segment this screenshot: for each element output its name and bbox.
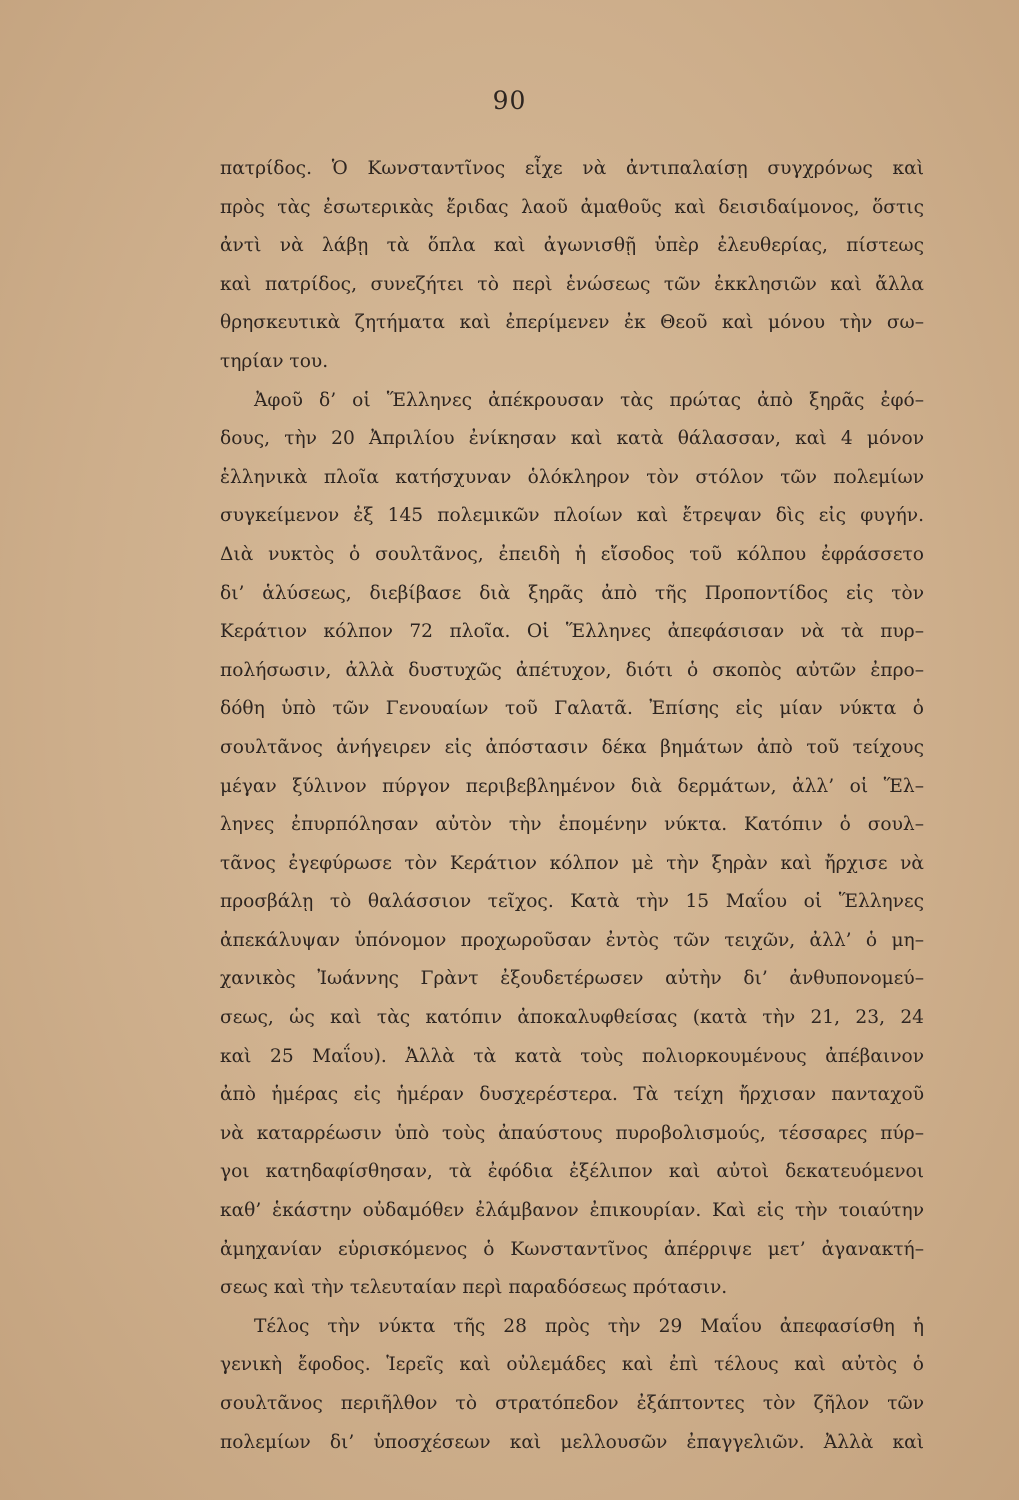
text-line: γοι κατηδαφίσθησαν, τὰ ἐφόδια ἐξέλιπον καὶ αὐτοὶ δεκατευόμενοι [220, 1161, 924, 1183]
text-line: ἑλληνικὰ πλοῖα κατήσχυναν ὁλόκληρον τὸν στόλον τῶν πολεμίων [220, 466, 924, 488]
text-line: δι’ ἁλύσεως, διεβίβασε διὰ ξηρᾶς ἀπὸ τῆς Προποντίδος εἰς τὸν [220, 582, 924, 604]
text-line: ἀμηχανίαν εὑρισκόμενος ὁ Κωνσταντῖνος ἀπέρριψε μετ’ ἀγανακτή– [220, 1238, 924, 1260]
text-line: θρησκευτικὰ ζητήματα καὶ ἐπερίμενεν ἐκ Θεοῦ καὶ μόνου τὴν σω– [220, 312, 924, 334]
text-line: ληνες ἐπυρπόλησαν αὐτὸν τὴν ἑπομένην νύκτα. Κατόπιν ὁ σουλ– [220, 814, 924, 836]
text-line: πολεμίων δι’ ὑποσχέσεων καὶ μελλουσῶν ἐπαγγελιῶν. Ἀλλὰ καὶ [220, 1431, 924, 1453]
text-line: Τέλος τὴν νύκτα τῆς 28 πρὸς τὴν 29 Μαΐου ἀπεφασίσθη ἡ [254, 1315, 924, 1337]
text-line: συγκείμενον ἐξ 145 πολεμικῶν πλοίων καὶ ἔτρεψαν δὶς εἰς φυγήν. [220, 505, 924, 527]
text-line: προσβάλῃ τὸ θαλάσσιον τεῖχος. Κατὰ τὴν 15 Μαΐου οἱ Ἕλληνες [220, 891, 924, 913]
text-line: ἀπεκάλυψαν ὑπόνομον προχωροῦσαν ἐντὸς τῶν τειχῶν, ἀλλ’ ὁ μη– [220, 929, 924, 951]
text-line: ἀντὶ νὰ λάβῃ τὰ ὅπλα καὶ ἀγωνισθῇ ὑπὲρ ἐλευθερίας, πίστεως [220, 235, 924, 257]
text-line: σεως καὶ τὴν τελευταίαν περὶ παραδόσεως πρότασιν. [220, 1277, 728, 1299]
text-line: τᾶνος ἐγεφύρωσε τὸν Κεράτιον κόλπον μὲ τὴν ξηρὰν καὶ ἤρχισε νὰ [220, 852, 924, 874]
text-line: γενικὴ ἔφοδος. Ἱερεῖς καὶ οὐλεμάδες καὶ ἐπὶ τέλους καὶ αὐτὸς ὁ [220, 1354, 924, 1376]
text-line: Ἀφοῦ δ’ οἱ Ἕλληνες ἀπέκρουσαν τὰς πρώτας ἀπὸ ξηρᾶς ἐφό– [254, 389, 924, 411]
text-line: καθ’ ἑκάστην οὐδαμόθεν ἐλάμβανον ἐπικουρίαν. Καὶ εἰς τὴν τοιαύτην [220, 1200, 924, 1222]
text-line: χανικὸς Ἰωάννης Γρὰντ ἐξουδετέρωσεν αὐτὴν δι’ ἀνθυπονομεύ– [220, 968, 924, 990]
text-line: Διὰ νυκτὸς ὁ σουλτᾶνος, ἐπειδὴ ἡ εἴσοδος τοῦ κόλπου ἐφράσσετο [220, 543, 924, 565]
text-line: καὶ πατρίδος, συνεζήτει τὸ περὶ ἑνώσεως τῶν ἐκκλησιῶν καὶ ἄλλα [220, 273, 924, 295]
text-line: σουλτᾶνος περιῆλθον τὸ στρατόπεδον ἐξάπτοντες τὸν ζῆλον τῶν [220, 1393, 924, 1414]
text-line: καὶ 25 Μαΐου). Ἀλλὰ τὰ κατὰ τοὺς πολιορκουμένους ἀπέβαινον [220, 1045, 924, 1067]
page-number: 90 [492, 86, 527, 115]
text-line: δόθη ὑπὸ τῶν Γενουαίων τοῦ Γαλατᾶ. Ἐπίσης εἰς μίαν νύκτα ὁ [220, 698, 924, 720]
text-line: πολήσωσιν, ἀλλὰ δυστυχῶς ἀπέτυχον, διότι ὁ σκοπὸς αὐτῶν ἐπρο– [220, 659, 924, 681]
text-line: Κεράτιον κόλπον 72 πλοῖα. Οἱ Ἕλληνες ἀπεφάσισαν νὰ τὰ πυρ– [220, 621, 924, 643]
body-text [220, 150, 924, 1462]
text-line: σεως, ὡς καὶ τὰς κατόπιν ἀποκαλυφθείσας (κατὰ τὴν 21, 23, 24 [220, 1007, 924, 1029]
text-line: νὰ καταρρέωσιν ὑπὸ τοὺς ἀπαύστους πυροβολισμούς, τέσσαρες πύρ– [220, 1122, 924, 1144]
text-line: δους, τὴν 20 Ἀπριλίου ἐνίκησαν καὶ κατὰ θάλασσαν, καὶ 4 μόνον [220, 428, 924, 450]
text-line: πρὸς τὰς ἐσωτερικὰς ἔριδας λαοῦ ἀμαθοῦς καὶ δεισιδαίμονος, ὅστις [220, 196, 924, 218]
text-line: τηρίαν του. [220, 350, 329, 372]
text-line: σουλτᾶνος ἀνήγειρεν εἰς ἀπόστασιν δέκα βημάτων ἀπὸ τοῦ τείχους [220, 736, 924, 758]
text-line: μέγαν ξύλινον πύργον περιβεβλημένον διὰ δερμάτων, ἀλλ’ οἱ Ἕλ– [220, 775, 924, 797]
text-line: πατρίδος. Ὁ Κωνσταντῖνος εἶχε νὰ ἀντιπαλαίσῃ συγχρόνως καὶ [220, 158, 924, 179]
text-line: ἀπὸ ἡμέρας εἰς ἡμέραν δυσχερέστερα. Τὰ τείχη ἤρχισαν πανταχοῦ [220, 1084, 924, 1106]
